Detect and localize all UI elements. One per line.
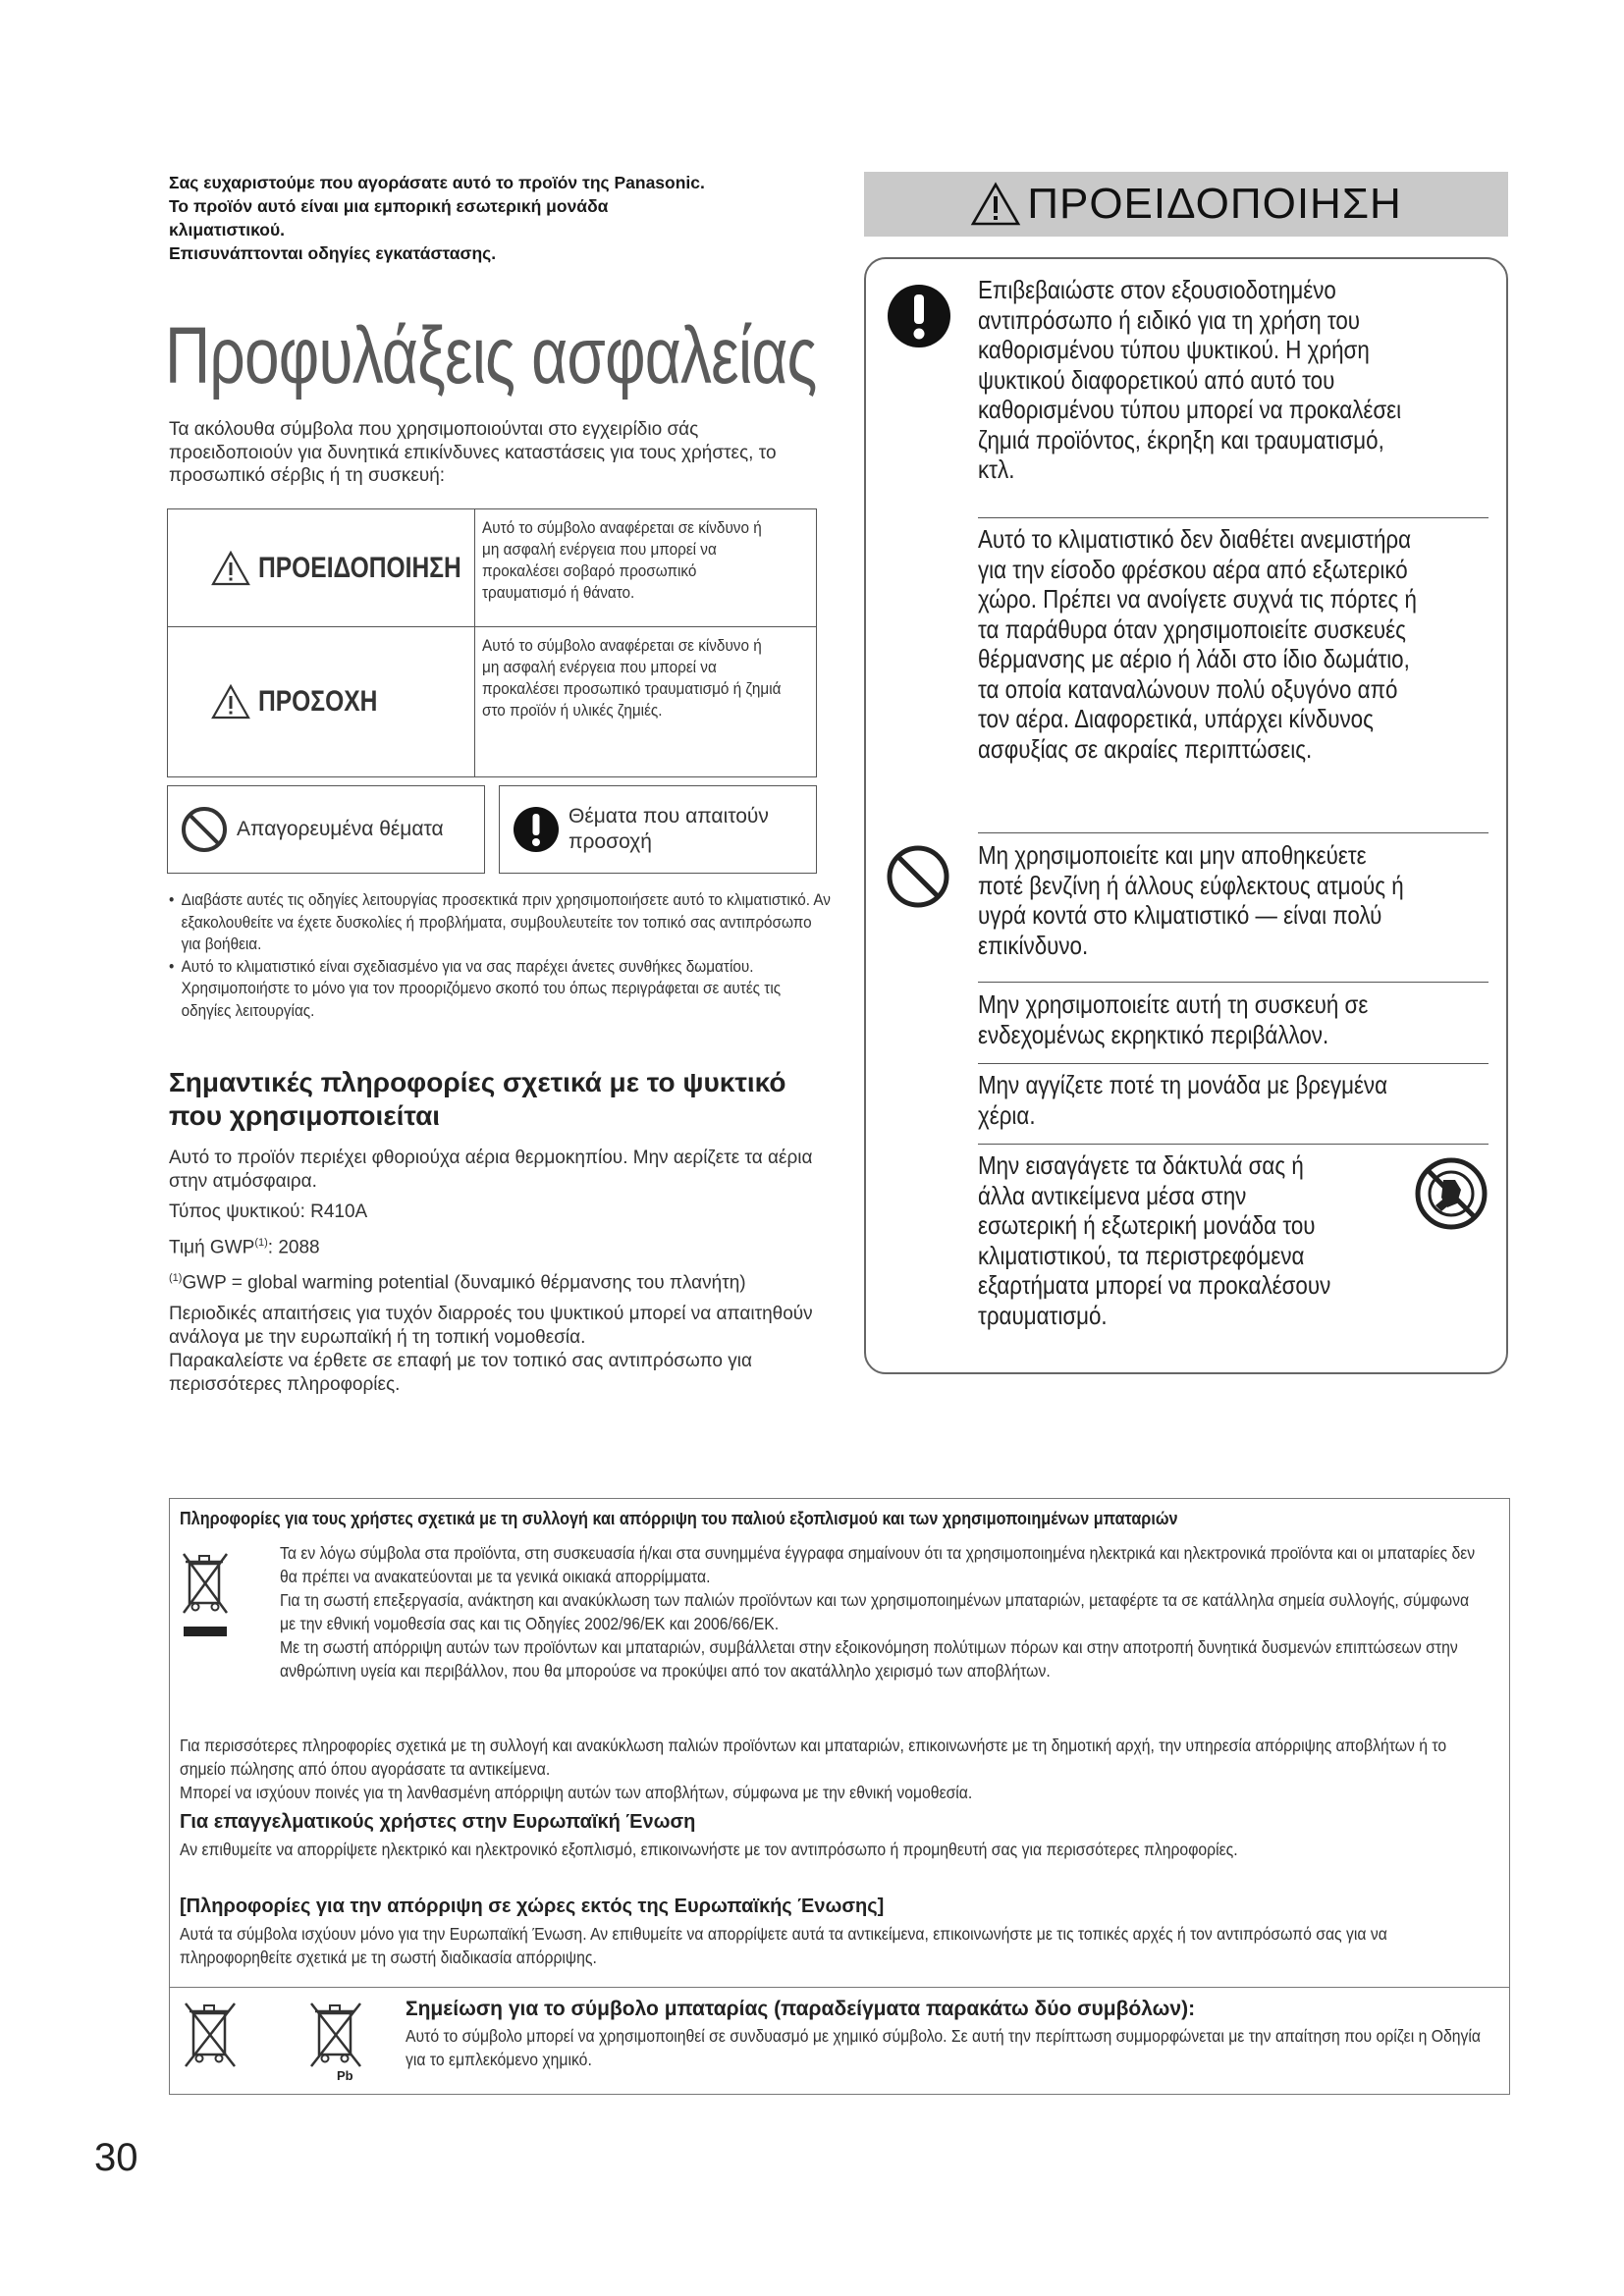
symbol-row-warning <box>168 509 816 627</box>
exclamation-icon <box>512 805 561 854</box>
divider <box>978 517 1489 518</box>
pb-label: Pb <box>337 2068 353 2083</box>
gwp-note <box>169 1266 817 1295</box>
symbols-description: Τα ακόλουθα σύμβολα που χρησιμοποιούνται στο εγχειρίδιο σάς προειδοποιούν για δυνητικά επικίνδυνες καταστάσεις για τους χρήστες, το προσωπικό σέρβις ή τη συσκευή: <box>169 419 777 486</box>
disposal-info-box <box>169 1498 1510 2095</box>
disposal-paragraph: Με τη σωστή απόρριψη αυτών των προϊόντων και μπαταριών, συμβάλλεται στην εξοικονόμηση πολύτιμων πόρων και στην αποτροπή δυνητικά δυσμενών επιπτώσεων στην ανθρώπινη υγεία και περιβάλλον, που θα μπορούσε να προκύψει από τον ακατάλληλο χειρισμό των αποβλήτων. <box>280 1637 1458 1681</box>
warning-item: Επιβεβαιώστε στον εξουσιοδοτημένο αντιπρόσωπο ή ειδικό για τη χρήση του καθορισμένου τύπου ψυκτικού. Η χρήση ψυκτικού διαφορετικού από αυτό του καθορισμένου τύπου μπορεί να προκαλέσει ζημιά προϊόντος, έκρηξη και τραυματισμό, κτλ. <box>978 275 1402 484</box>
refrigerant-type: Τύπος ψυκτικού: R410A <box>169 1201 368 1222</box>
disposal-paragraph: Τα εν λόγω σύμβολα στα προϊόντα, στη συσκευασία ή/και στα συνημμένα έγγραφα σημαίνουν ότι τα χρησιμοποιημένα ηλεκτρικά και ηλεκτρονικά προϊόντα και οι μπαταρίες δεν θα πρέπει να ανακατεύονται με τα γενικά οικιακά απορρίμματα. <box>280 1543 1476 1586</box>
caution-definition: Αυτό το σύμβολο αναφέρεται σε κίνδυνο ή μη ασφαλή ενέργεια που μπορεί να προκαλέσει προσωπικό τραυματισμό ή ζημιά στο προϊόν ή υλικές ζημιές. <box>482 636 782 720</box>
warning-triangle-icon <box>211 551 250 586</box>
prohibited-icon <box>886 844 950 909</box>
gwp-note-ref: (1) <box>169 1272 183 1285</box>
disposal-paragraph: Μπορεί να ισχύουν ποινές για τη λανθασμένη απόρριψη αυτών των αποβλήτων, σύμφωνα με την εθνική νομοθεσία. <box>180 1783 973 1802</box>
attention-label: Θέματα που απαιτούν προσοχή <box>568 805 769 853</box>
warning-header-title: ΠΡΟΕΙΔΟΠΟΙΗΣΗ <box>1027 180 1402 228</box>
intro-line: Το προϊόν αυτό είναι μια εμπορική εσωτερική μονάδα <box>169 196 609 216</box>
no-fingers-icon <box>1414 1156 1489 1231</box>
warning-item: Αυτό το κλιματιστικό δεν διαθέτει ανεμιστήρα για την είσοδο φρέσκου αέρα από εξωτερικό χώρο. Πρέπει να ανοίγετε συχνά τις πόρτες ή τα παράθυρα όταν χρησιμοποιείτε συσκευές θέρμανσης με αέριο ή λάδι στο ίδιο δωμάτιο, τα οποία καταναλώνουν πολύ οξυγόνο από τον αέρα. Διαφορετικά, υπάρχει κίνδυνος ασφυξίας σε ακραίες περιπτώσεις. <box>978 524 1417 764</box>
exclamation-icon <box>886 283 952 349</box>
intro-line: Σας ευχαριστούμε που αγοράσατε αυτό το προϊόν της Panasonic. <box>169 173 705 192</box>
warning-item: Μην αγγίζετε ποτέ τη μονάδα με βρεγμένα χέρια. <box>978 1070 1388 1130</box>
warning-header-bar <box>864 172 1508 237</box>
divider <box>978 1063 1489 1064</box>
warning-label: ΠΡΟΕΙΔΟΠΟΙΗΣΗ <box>258 551 461 584</box>
disposal-heading: Πληροφορίες για τους χρήστες σχετικά με τη συλλογή και απόρριψη του παλιού εξοπλισμού και των χρησιμοποιημένων μπαταριών <box>180 1509 1178 1528</box>
gwp-value: : 2088 <box>267 1237 320 1258</box>
gwp-note-text: GWP = global warming potential (δυναμικό θέρμανσης του πλανήτη) <box>182 1272 746 1294</box>
caution-label: ΠΡΟΣΟΧΗ <box>258 685 378 718</box>
non-eu-heading: [Πληροφορίες για την απόρριψη σε χώρες εκτός της Ευρωπαϊκής Ένωσης] <box>180 1896 885 1917</box>
intro-text <box>169 171 837 265</box>
divider <box>978 1144 1489 1145</box>
non-eu-text: Αυτά τα σύμβολα ισχύουν μόνο για την Ευρωπαϊκή Ένωση. Αν επιθυμείτε να απορρίψετε αυτά τα αντικείμενα, επικοινωνήστε με τις τοπικές αρχές ή τον αντιπρόσωπό σας για να πληροφορηθείτε σχετικά με τη σωστή διαδικασία απόρριψης. <box>180 1924 1387 1967</box>
caution-triangle-icon <box>211 684 250 720</box>
bullet-item: • Αυτό το κλιματιστικό είναι σχεδιασμένο για να σας παρέχει άνετες συνθήκες δωματίου. Χρησιμοποιήστε το μόνο για τον προοριζόμενο σκοπό του όπως περιγράφεται σε αυτές τις οδηγίες λειτουργίας. <box>169 956 831 1023</box>
refrigerant-heading: Σημαντικές πληροφορίες σχετικά με το ψυκτικό που χρησιμοποιείται <box>169 1067 786 1131</box>
warning-triangle-icon <box>970 182 1021 227</box>
disposal-paragraph: Για τη σωστή επεξεργασία, ανάκτηση και ανακύκλωση των παλιών προϊόντων και των χρησιμοποιημένων μπαταριών, μεταφέρτε τα σε κατάλληλα σημεία συλλογής, σύμφωνα με την εθνική νομοθεσία σας και τις Οδηγίες 2002/96/ΕΚ και 2006/66/ΕΚ. <box>280 1590 1470 1633</box>
refrigerant-paragraph: Αυτό το προϊόν περιέχει φθοριούχα αέρια θερμοκηπίου. Μην αερίζετε τα αέρια στην ατμόσφαιρα. <box>169 1148 813 1192</box>
warning-definition: Αυτό το σύμβολο αναφέρεται σε κίνδυνο ή μη ασφαλή ενέργεια που μπορεί να προκαλέσει σοβαρό προσωπικό τραυματισμό ή θάνατο. <box>482 518 762 602</box>
refrigerant-paragraph: Παρακαλείστε να έρθετε σε επαφή με τον τοπικό σας αντιπρόσωπο για περισσότερες πληροφορίες. <box>169 1350 752 1395</box>
intro-line: κλιματιστικού. <box>169 220 286 240</box>
key-attention <box>499 785 817 874</box>
crossed-bin-icon <box>182 1998 239 2076</box>
battery-text: Αυτό το σύμβολο μπορεί να χρησιμοποιηθεί σε συνδυασμό με χημικό σύμβολο. Σε αυτή την περίπτωση συμμορφώνεται με την απαίτηση που ορίζει η Οδηγία για το εμπλεκόμενο χημικό. <box>406 2026 1481 2069</box>
disposal-paragraph: Για περισσότερες πληροφορίες σχετικά με τη συλλογή και ανακύκλωση παλιών προϊόντων και μπαταριών, επικοινωνήστε με τη δημοτική αρχή, την υπηρεσία απόρριψης αποβλήτων ή το σημείο πώλησης από όπου αγοράσατε τα αντικείμενα. <box>180 1735 1447 1779</box>
warning-item: Μη χρησιμοποιείτε και μην αποθηκεύετε ποτέ βενζίνη ή άλλους εύφλεκτους ατμούς ή υγρά κοντά στο κλιματιστικό — είναι πολύ επικίνδυνο. <box>978 840 1404 960</box>
symbol-row-caution <box>168 627 816 776</box>
refrigerant-info <box>169 1147 817 1404</box>
instruction-bullets <box>169 889 831 1022</box>
crossed-bin-pb-icon <box>307 1998 364 2076</box>
battery-heading: Σημείωση για το σύμβολο μπαταρίας (παραδείγματα παρακάτω δύο συμβόλων): <box>406 1998 1196 2020</box>
prohibited-icon <box>180 805 229 854</box>
page-title: Προφυλάξεις ασφαλείας <box>165 311 817 400</box>
eu-users-heading: Για επαγγελματικούς χρήστες στην Ευρωπαϊκή Ένωση <box>180 1811 696 1833</box>
refrigerant-paragraph: Περιοδικές απαιτήσεις για τυχόν διαρροές του ψυκτικού μπορεί να απαιτηθούν ανάλογα με την ευρωπαϊκή ή τη τοπική νομοθεσία. <box>169 1303 813 1348</box>
warning-item: Μην εισαγάγετε τα δάκτυλά σας ή άλλα αντικείμενα μέσα στην εσωτερική ή εξωτερική μονάδα του κλιματιστικού, τα περιστρεφόμενα εξαρτήματα μπορεί να προκαλέσουν τραυματισμό. <box>978 1150 1331 1330</box>
divider <box>978 982 1489 983</box>
page-number: 30 <box>94 2136 138 2179</box>
gwp-footnote-ref: (1) <box>254 1237 268 1249</box>
eu-users-text: Αν επιθυμείτε να απορρίψετε ηλεκτρικό και ηλεκτρονικό εξοπλισμό, επικοινωνήστε με τον αντιπρόσωπο ή προμηθευτή σας για περισσότερες πληροφορίες. <box>180 1840 1238 1859</box>
gwp-value-line <box>169 1231 817 1259</box>
divider <box>978 832 1489 833</box>
warning-item: Μην χρησιμοποιείτε αυτή τη συσκευή σε ενδεχομένως εκρηκτικό περιβάλλον. <box>978 989 1369 1049</box>
bullet-item: • Διαβάστε αυτές τις οδηγίες λειτουργίας προσεκτικά πριν χρησιμοποιήσετε αυτό το κλιματιστικό. Αν εξακολουθείτε να έχετε δυσκολίες ή προβλήματα, συμβουλευτείτε τον τοπικό σας αντιπρόσωπο για βοήθεια. <box>169 889 831 956</box>
prohibited-label: Απαγορευμένα θέματα <box>237 818 444 840</box>
gwp-label: Τιμή GWP <box>169 1237 255 1258</box>
intro-line: Επισυνάπτονται οδηγίες εγκατάστασης. <box>169 243 497 263</box>
divider <box>170 1987 1509 1988</box>
key-prohibited <box>167 785 485 874</box>
symbol-legend-table <box>167 508 817 777</box>
crossed-bin-icon <box>180 1548 231 1642</box>
